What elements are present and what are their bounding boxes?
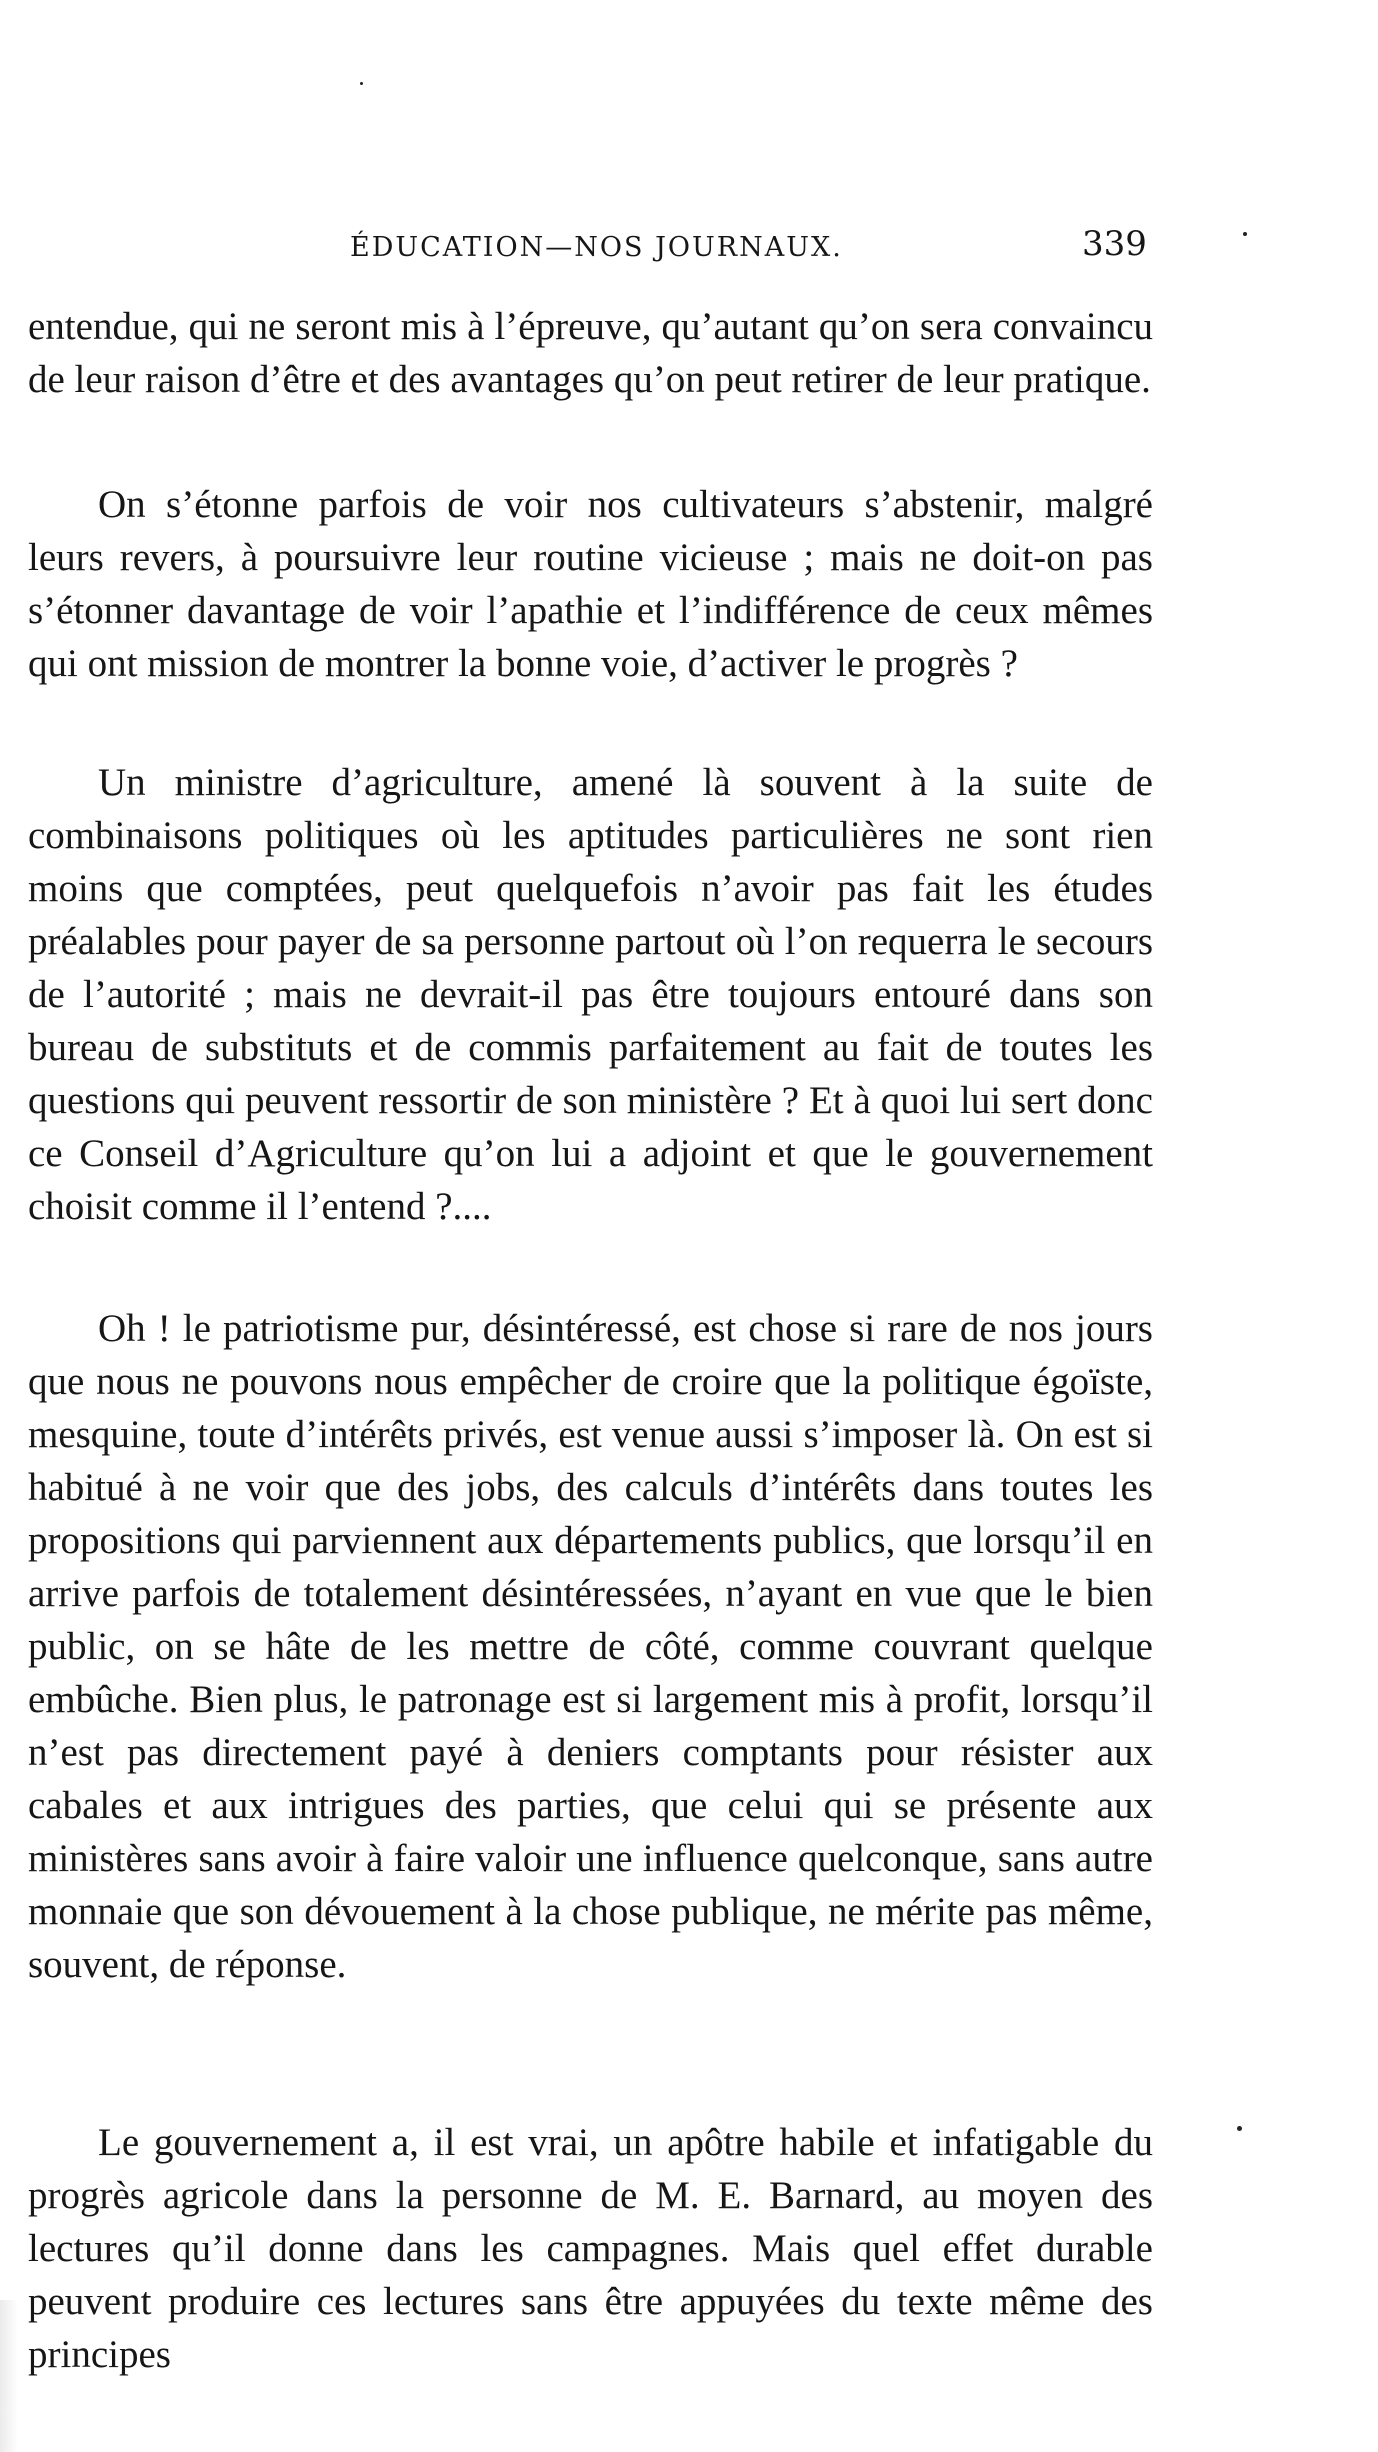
paragraph-cultivateurs: On s’étonne parfois de voir nos cultivateurs s’abstenir, malgré leurs revers, à poursuivre leur routine vicieuse ; mais ne doit-on pas s’étonner davantage de voir l’apathie et l’indifférence de ceux mêmes qui ont mission de montrer la bonne voie, d’activer le progrès ? xyxy=(28,483,1153,685)
ink-speck xyxy=(360,82,363,85)
paragraph-ministre: Un ministre d’agriculture, amené là souvent à la suite de combinaisons politiques où les aptitudes particulières ne sont rien moins que comptées, peut quelquefois n’avoir pas fait les études préalables pour payer de sa personne partout où l’on requerra le secours de l’autorité ; mais ne devrait-il pas être toujours entouré dans son bureau de substituts et de commis parfaitement au fait de toutes les questions qui peuvent ressortir de son ministère ? Et à quoi lui sert donc ce Conseil d’Agriculture qu’on lui a adjoint et que le gouvernement choisit comme il l’entend ?.... xyxy=(28,761,1153,1228)
ink-speck xyxy=(1243,232,1247,236)
paragraph-gouvernement: Le gouvernement a, il est vrai, un apôtre habile et infatigable du progrès agricole dans la personne de M. E. Barnard, au moyen des lectures qu’il donne dans les campagnes. Mais quel effet durable peuvent produire ces lectures sans être appuyées du texte même des principes xyxy=(28,2121,1153,2376)
page-number: 339 xyxy=(1082,224,1147,264)
ink-speck xyxy=(1237,2126,1242,2131)
scan-edge-shadow xyxy=(0,2300,18,2452)
paragraph-patriotisme: Oh ! le patriotisme pur, désintéressé, est chose si rare de nos jours que nous ne pouvons nous empêcher de croire que la politique égoïste, mesquine, toute d’intérêts privés, est venue aussi s’imposer là. On est si habitué à ne voir que des jobs, des calculs d’intérêts dans toutes les propositions qui parviennent aux départements publics, que lorsqu’il en arrive parfois de totalement désintéressées, n’ayant en vue que le bien public, on se hâte de les mettre de côté, comme couvrant quelque embûche. Bien plus, le patronage est si largement mis à profit, lorsqu’il n’est pas directement payé à deniers comptants pour résister aux cabales et aux intrigues des parties, que celui qui se présente aux ministères sans avoir à faire valoir une influence quelconque, sans autre monnaie que son dévouement à la chose publique, ne mérite pas même, souvent, de réponse. xyxy=(28,1307,1153,1986)
paragraph-continued: entendue, qui ne seront mis à l’épreuve, qu’autant qu’on sera convaincu de leur raison d’être et des avantages qu’on peut retirer de leur pratique. xyxy=(28,305,1153,401)
running-title: ÉDUCATION—NOS JOURNAUX. xyxy=(350,232,843,263)
